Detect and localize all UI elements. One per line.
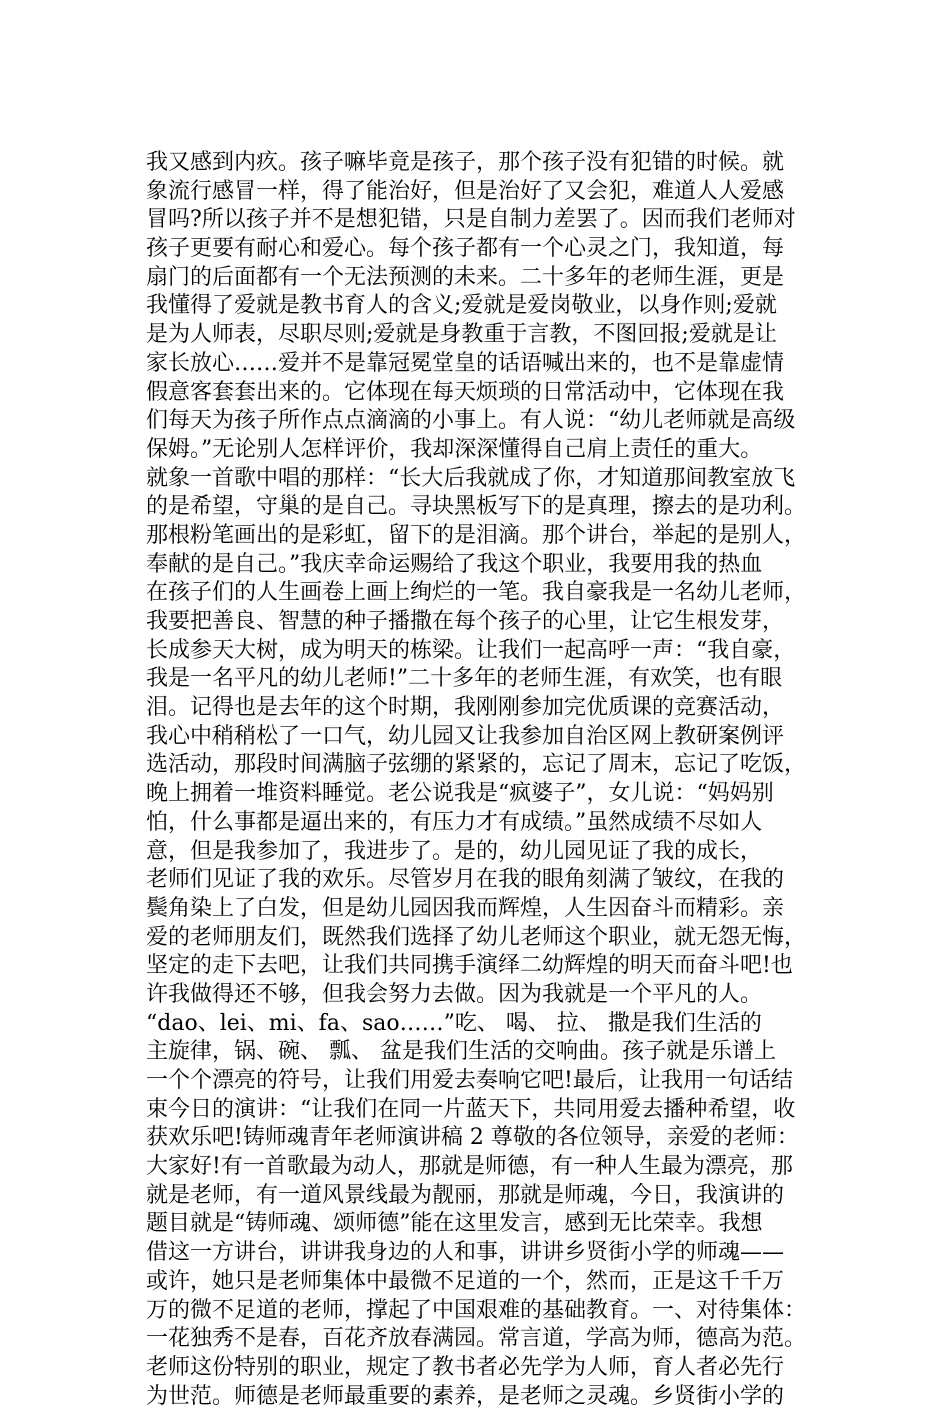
text-line: 万的微不足道的老师，撑起了中国艰难的基础教育。一、对待集体： (146, 1297, 807, 1323)
text-line: 保姆。”无论别人怎样评价，我却深深懂得自己肩上责任的重大。 (146, 436, 763, 462)
text-line: 或许，她只是老师集体中最微不足道的一个，然而，正是这千千万 (146, 1268, 785, 1294)
text-line: 在孩子们的人生画卷上画上绚烂的一笔。我自豪我是一名幼儿老师， (146, 580, 807, 606)
text-line: 主旋律，锅、碗、 瓢、 盆是我们生活的交响曲。孩子就是乐谱上 (146, 1039, 776, 1065)
text-line: 怕，什么事都是逼出来的，有压力才有成绩。”虽然成绩不尽如人 (146, 809, 763, 835)
text-line: “dao、lei、mi、fa、sao……”吃、 喝、 拉、 撒是我们生活的 (146, 1010, 762, 1036)
text-line: 家长放心……爱并不是靠冠冕堂皇的话语喊出来的，也不是靠虚情 (146, 350, 785, 376)
text-line: 选活动，那段时间满脑子弦绷的紧紧的，忘记了周末，忘记了吃饭， (146, 752, 807, 778)
text-line: 奉献的是自己。”我庆幸命运赐给了我这个职业，我要用我的热血 (146, 551, 763, 577)
text-line: 我是一名平凡的幼儿老师!”二十多年的老师生涯，有欢笑，也有眼 (146, 666, 783, 692)
text-line: 晚上拥着一堆资料睡觉。老公说我是“疯婆子”，女儿说：“妈妈别 (146, 781, 774, 807)
text-line: 大家好!有一首歌最为动人，那就是师德，有一种人生最为漂亮，那 (146, 1154, 793, 1180)
text-line: 就象一首歌中唱的那样：“长大后我就成了你，才知道那间教室放飞 (146, 465, 796, 491)
text-line: 那根粉笔画出的是彩虹，留下的是泪滴。那个讲台，举起的是别人， (146, 522, 807, 548)
text-line: 为世范。师德是老师最重要的素养，是老师之灵魂。乡贤街小学的 (146, 1383, 785, 1409)
text-line: 一个个漂亮的符号，让我们用爱去奏响它吧!最后，让我用一句话结 (146, 1068, 793, 1093)
text-line: 就是老师，有一道风景线最为靓丽，那就是师魂，今日，我演讲的 (146, 1182, 785, 1208)
text-line: 坚定的走下去吧，让我们共同携手演绎二幼辉煌的明天而奋斗吧!也 (146, 953, 793, 979)
text-line: 泪。记得也是去年的这个时期，我刚刚参加完优质课的竞赛活动， (146, 695, 785, 721)
text-line: 老师们见证了我的欢乐。尽管岁月在我的眼角刻满了皱纹，在我的 (146, 867, 785, 893)
text-line: 借这一方讲台，讲讲我身边的人和事，讲讲乡贤街小学的师魂—— (146, 1240, 785, 1266)
text-line: 孩子更要有耐心和爱心。每个孩子都有一个心灵之门，我知道，每 (146, 236, 785, 262)
text-line: 是为人师表，尽职尽则;爱就是身教重于言教，不图回报;爱就是让 (146, 322, 777, 348)
text-line: 我懂得了爱就是教书育人的含义;爱就是爱岗敬业，以身作则;爱就 (146, 293, 777, 319)
text-line: 我要把善良、智慧的种子播撒在每个孩子的心里，让它生根发芽， (146, 609, 785, 634)
text-line: 题目就是“铸师魂、颂师德”能在这里发言，感到无比荣幸。我想 (146, 1211, 763, 1237)
text-line: 老师这份特别的职业，规定了教书者必先学为人师，育人者必先行 (146, 1354, 785, 1380)
text-line: 一花独秀不是春，百花齐放春满园。常言道，学高为师，德高为范。 (146, 1326, 807, 1352)
text-line: 鬓角染上了白发，但是幼儿园因我而辉煌，人生因奋斗而精彩。亲 (146, 895, 785, 921)
text-line: 我又感到内疚。孩子嘛毕竟是孩子，那个孩子没有犯错的时候。就 (146, 150, 785, 175)
text-line: 许我做得还不够，但我会努力去做。因为我就是一个平凡的人。 (146, 981, 763, 1007)
text-line: 象流行感冒一样，得了能治好，但是治好了又会犯，难道人人爱感 (146, 178, 785, 204)
text-line: 长成参天大树，成为明天的栋梁。让我们一起高呼一声：“我自豪， (146, 637, 796, 663)
text-line: 束今日的演讲：“让我们在同一片蓝天下，共同用爱去播种希望，收 (146, 1096, 796, 1122)
text-line: 爱的老师朋友们，既然我们选择了幼儿老师这个职业，就无怨无悔， (146, 924, 807, 950)
body-text (146, 149, 826, 1411)
text-line: 扇门的后面都有一个无法预测的未来。二十多年的老师生涯，更是 (146, 264, 785, 290)
text-line: 的是希望，守巢的是自己。寻块黑板写下的是真理，擦去的是功利。 (146, 494, 807, 520)
text-line: 意，但是我参加了，我进步了。是的，幼儿园见证了我的成长， (146, 838, 763, 864)
text-line: 获欢乐吧!铸师魂青年老师演讲稿 2 尊敬的各位领导，亲爱的老师： (146, 1125, 799, 1151)
text-line: 们每天为孩子所作点点滴滴的小事上。有人说：“幼儿老师就是高级 (146, 408, 796, 434)
text-line: 假意客套套出来的。它体现在每天烦琐的日常活动中，它体现在我 (146, 379, 785, 405)
text-line: 冒吗?所以孩子并不是想犯错，只是自制力差罢了。因而我们老师对 (146, 207, 796, 233)
text-line: 我心中稍稍松了一口气，幼儿园又让我参加自治区网上教研案例评 (146, 723, 785, 749)
